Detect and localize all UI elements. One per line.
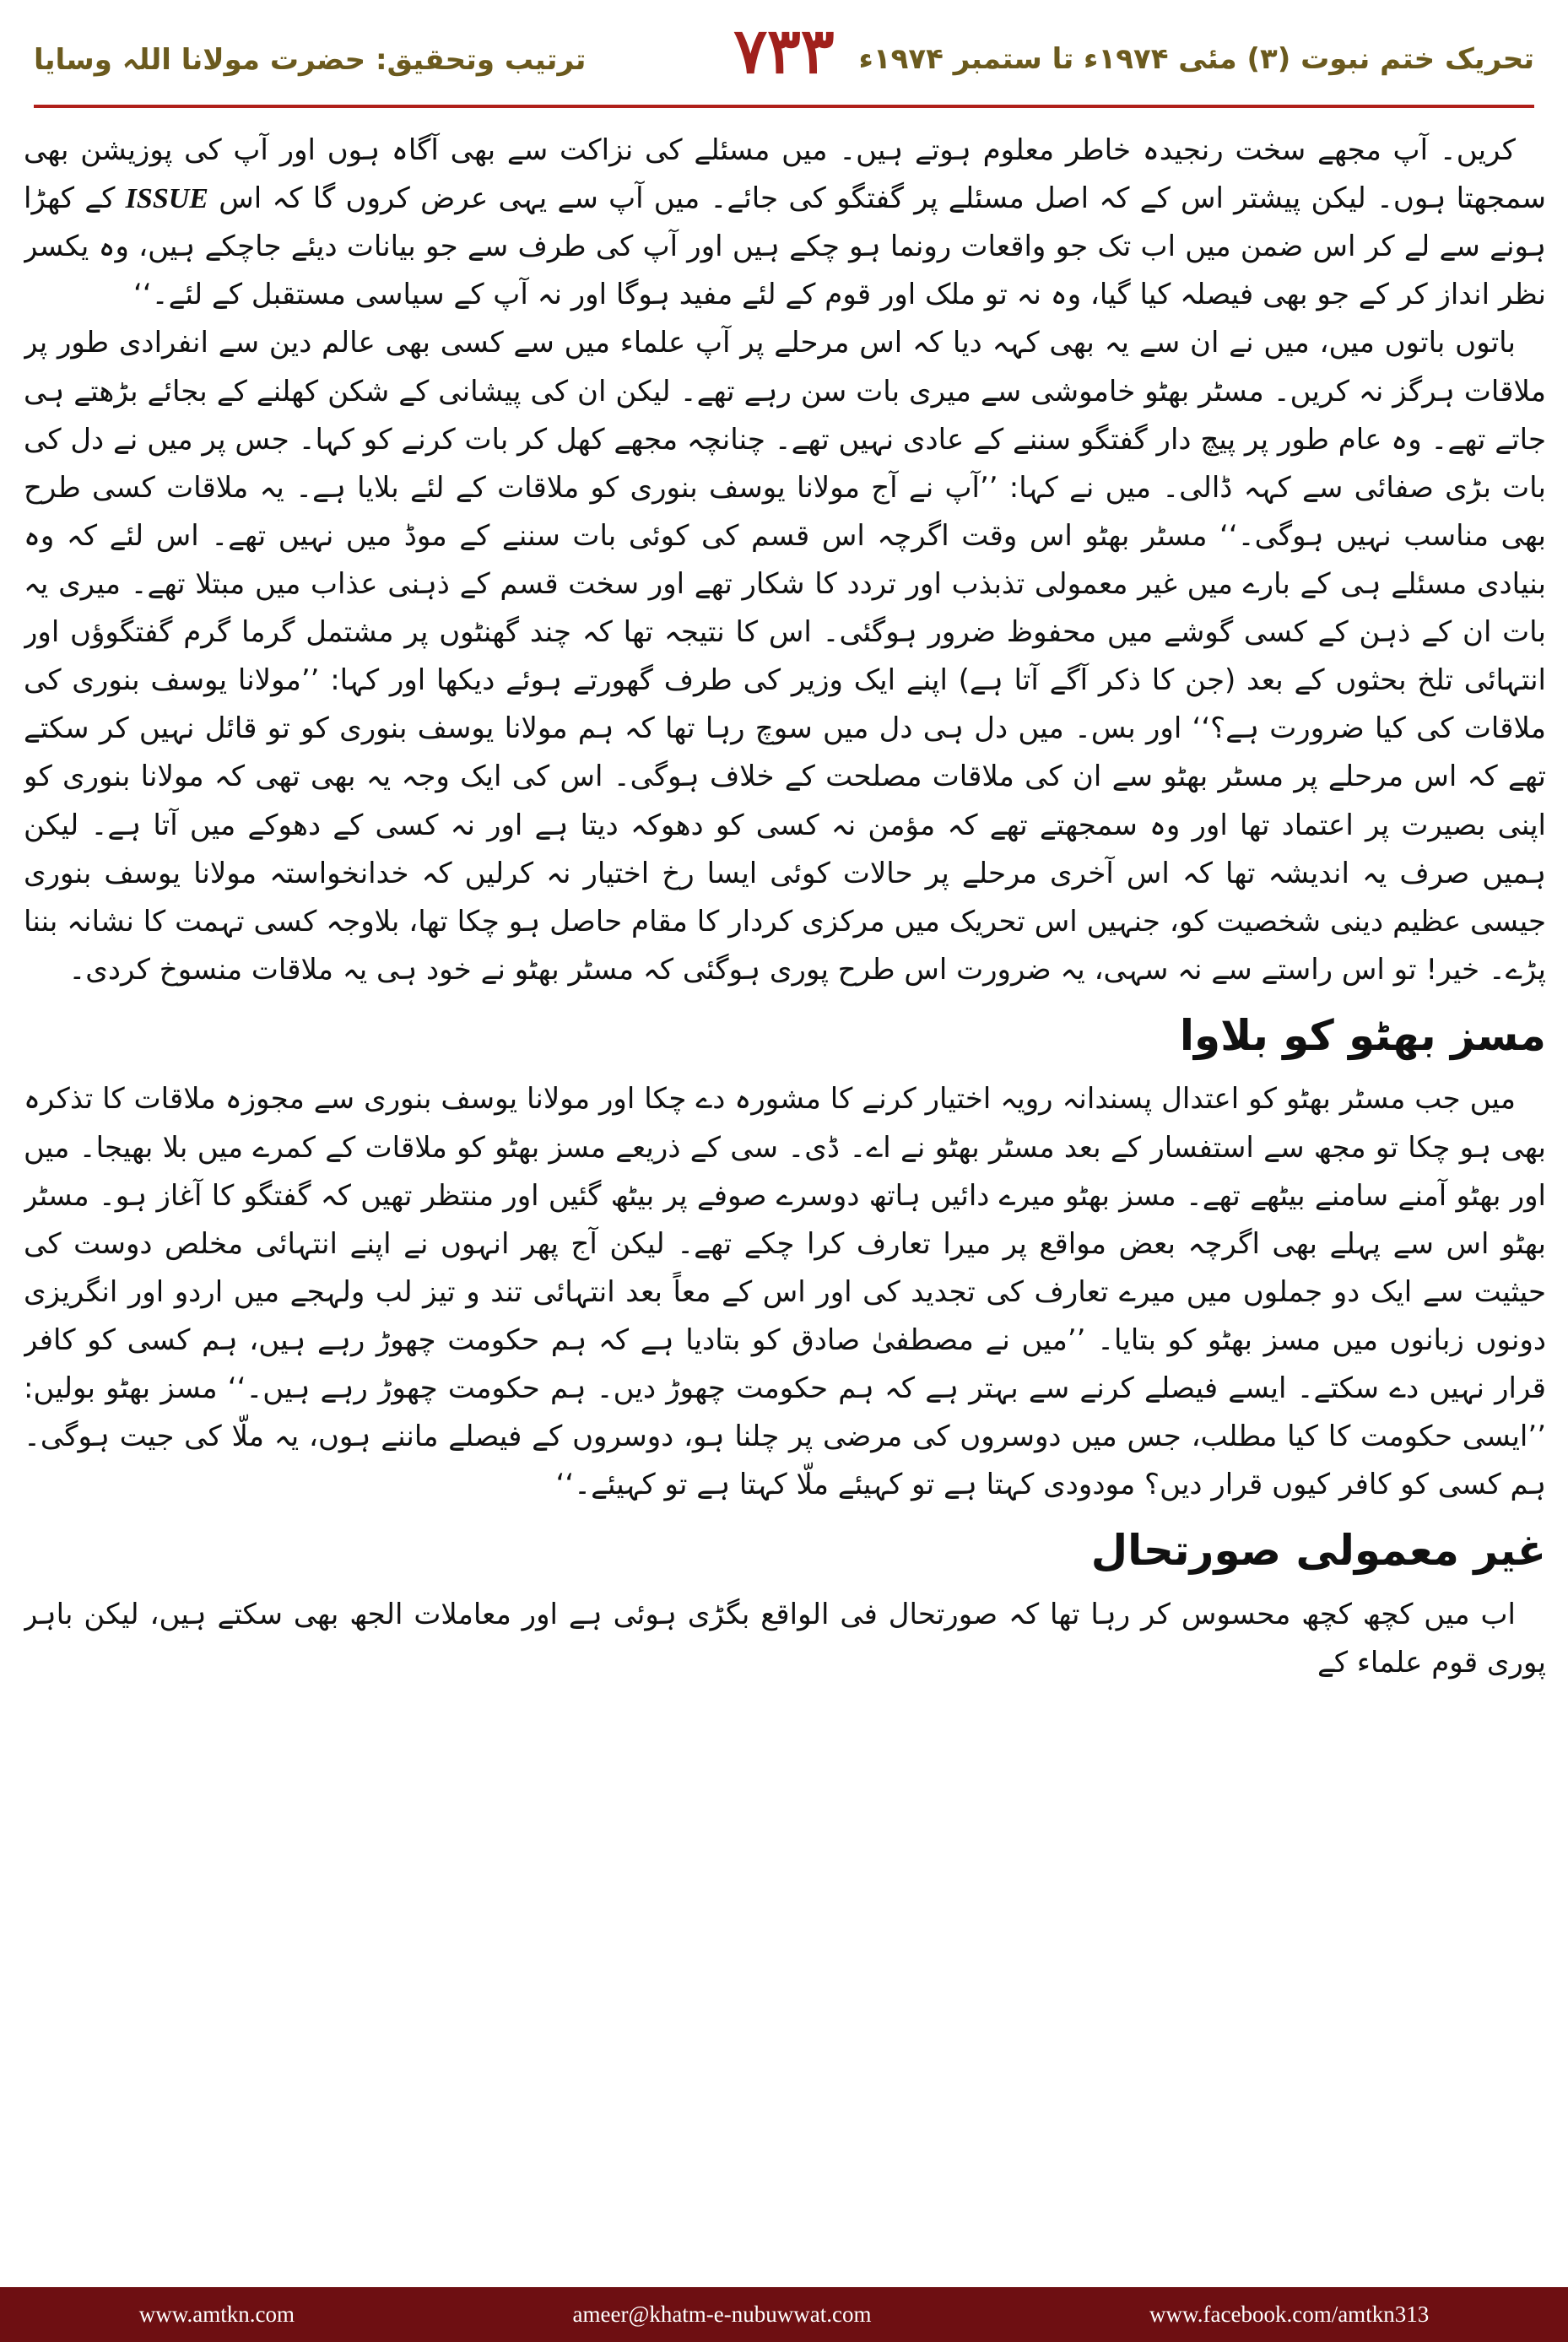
website-link[interactable]: www.amtkn.com	[138, 2301, 295, 2327]
paragraph: اب میں کچھ کچھ محسوس کر رہا تھا کہ صورتحال فی الواقع بگڑی ہوئی ہے اور معاملات الجھ بھی سکتے ہیں، لیکن باہر پوری قوم علماء کے	[24, 1597, 1546, 1680]
page-number: ۷۳۳	[733, 15, 835, 88]
issue-term: ISSUE	[125, 183, 208, 215]
section-heading: مسز بھٹو کو بلاوا	[1179, 1010, 1546, 1060]
paragraph: میں جب مسٹر بھٹو کو اعتدال پسندانہ رویہ اختیار کرنے کا مشورہ دے چکا اور مولانا یوسف بنوری سے مجوزہ ملاقات کا تذکرہ بھی ہو چکا تو مجھ سے استفسار کے بعد مسٹر بھٹو نے اے۔ ڈی۔ سی کے ذریعے مسز بھٹو کو ملاقات کے کمرے میں بلا بھیجا۔ میں اور بھٹو آمنے سامنے بیٹھے تھے۔ مسز بھٹو میرے دائیں ہاتھ دوسرے صوفے پر بیٹھ گئیں اور منتظر تھیں کہ گفتگو کا آغاز ہو۔ مسٹر بھٹو اس سے پہلے بھی اگرچہ بعض مواقع پر میرا تعارف کرا چکے تھے۔ لیکن آج پھر انہوں نے اپنے انتہائی مخلص دوست کی حیثیت سے ایک دو جملوں میں میرے تعارف کی تجدید کی اور اس کے معاً بعد انتہائی تند و تیز لب ولہجے میں اردو اور انگریزی دونوں زبانوں میں مسز بھٹو کو بتایا۔ ’’میں نے مصطفیٰ صادق کو بتادیا ہے کہ ہم حکومت چھوڑ رہے ہیں، ہم کسی کو کافر قرار نہیں دے سکتے۔ ایسے فیصلے کرنے سے بہتر ہے کہ ہم حکومت چھوڑ دیں۔ ہم حکومت چھوڑ رہے ہیں۔‘‘ مسز بھٹو بولیں: ’’ایسی حکومت کا کیا مطلب، جس میں دوسروں کی مرضی پر چلنا ہو، دوسروں کے فیصلے ماننے ہوں، یہ ملّا کی جیت ہوگی۔ ہم کسی کو کافر کیوں قرار دیں؟ مودودی کہتا ہے تو کہیئے ملّا کہتا ہے تو کہیئے۔‘‘	[24, 1082, 1546, 1502]
article-body	[24, 127, 1546, 2274]
page-footer	[0, 2287, 1568, 2342]
header-divider	[34, 105, 1534, 108]
page-header	[34, 12, 1534, 111]
compiler-credit: ترتیب وتحقیق: حضرت مولانا اللہ وسایا	[34, 43, 587, 77]
paragraph	[24, 127, 1546, 319]
facebook-link[interactable]: www.facebook.com/amtkn313	[1149, 2301, 1430, 2327]
paragraph-text: کے کھڑا ہونے سے لے کر اس ضمن میں اب تک جو واقعات رونما ہو چکے ہیں اور آپ کی طرف سے جو بیانات دیئے جاچکے ہیں، وہ یکسر نظر انداز کر کے جو بھی فیصلہ کیا گیا، وہ نہ تو ملک اور قوم کے لئے مفید ہوگا اور نہ آپ کے سیاسی مستقبل کے لئے۔‘‘	[24, 181, 1546, 312]
paragraph: باتوں باتوں میں، میں نے ان سے یہ بھی کہہ دیا کہ اس مرحلے پر آپ علماء میں سے کسی بھی عالم دین سے انفرادی طور پر ملاقات ہرگز نہ کریں۔ مسٹر بھٹو خاموشی سے میری بات سن رہے تھے۔ لیکن ان کی پیشانی کے شکن کھلنے کے بجائے بڑھتے ہی جاتے تھے۔ وہ عام طور پر پیچ دار گفتگو سننے کے عادی نہیں تھے۔ چنانچہ مجھے کھل کر بات کرنے کو کہا۔ جس پر میں نے دل کی بات بڑی صفائی سے کہہ ڈالی۔ میں نے کہا: ’’آپ نے آج مولانا یوسف بنوری کو ملاقات کے لئے بلایا ہے۔ یہ ملاقات کسی طرح بھی مناسب نہیں ہوگی۔‘‘ مسٹر بھٹو اس وقت اگرچہ اس قسم کی کوئی بات سننے کے موڈ میں نہیں تھے۔ اس لئے کہ وہ بنیادی مسئلے ہی کے بارے میں غیر معمولی تذبذب اور تردد کا شکار تھے اور سخت قسم کے ذہنی عذاب میں مبتلا تھے۔ میری یہ بات ان کے ذہن کے کسی گوشے میں محفوظ ضرور ہوگئی۔ اس کا نتیجہ تھا کہ چند گھنٹوں پر مشتمل گرما گرم گفتگوؤں اور انتہائی تلخ بحثوں کے بعد (جن کا ذکر آگے آتا ہے) اپنے ایک وزیر کی طرف گھورتے ہوئے دیکھا اور کہا: ’’مولانا یوسف بنوری کی ملاقات کی کیا ضرورت ہے؟‘‘ اور بس۔ میں دل ہی دل میں سوچ رہا تھا کہ ہم مولانا یوسف بنوری کو تو قائل نہیں کر سکتے تھے کہ اس مرحلے پر مسٹر بھٹو سے ان کی ملاقات مصلحت کے خلاف ہوگی۔ اس کی ایک وجہ یہ بھی تھی کہ مولانا بنوری کو اپنی بصیرت پر اعتماد تھا اور وہ سمجھتے تھے کہ مؤمن نہ کسی کو دھوکہ دیتا ہے اور نہ کسی کے دھوکے میں آتا ہے۔ لیکن ہمیں صرف یہ اندیشہ تھا کہ اس آخری مرحلے پر حالات کوئی ایسا رخ اختیار نہ کرلیں کہ خدانخواستہ مولانا یوسف بنوری جیسی عظیم دینی شخصیت کو، جنہیں اس تحریک میں مرکزی کردار کا مقام حاصل ہو چکا تھا، بلاوجہ کسی تہمت کا نشانہ بننا پڑے۔ خیر! تو اس راستے سے نہ سہی، یہ ضرورت اس طرح پوری ہوگئی کہ مسٹر بھٹو نے خود ہی یہ ملاقات منسوخ کردی۔	[24, 326, 1546, 987]
series-title: تحریک ختم نبوت (۳) مئی ۱۹۷۴ء تا ستمبر ۱۹۷۴ء	[858, 42, 1534, 76]
email-link[interactable]: ameer@khatm-e-nubuwwat.com	[572, 2301, 872, 2327]
section-heading: غیر معمولی صورتحال	[1090, 1526, 1546, 1576]
paragraph-text: کریں۔ آپ مجھے سخت رنجیدہ خاطر معلوم ہوتے ہیں۔ میں مسئلے کی نزاکت سے بھی آگاہ ہوں اور آپ کی پوزیشن بھی سمجھتا ہوں۔ لیکن پیشتر اس کے کہ اصل مسئلے پر گفتگو کی جائے۔ میں آپ سے یہی عرض کروں گا کہ اس	[24, 133, 1546, 216]
